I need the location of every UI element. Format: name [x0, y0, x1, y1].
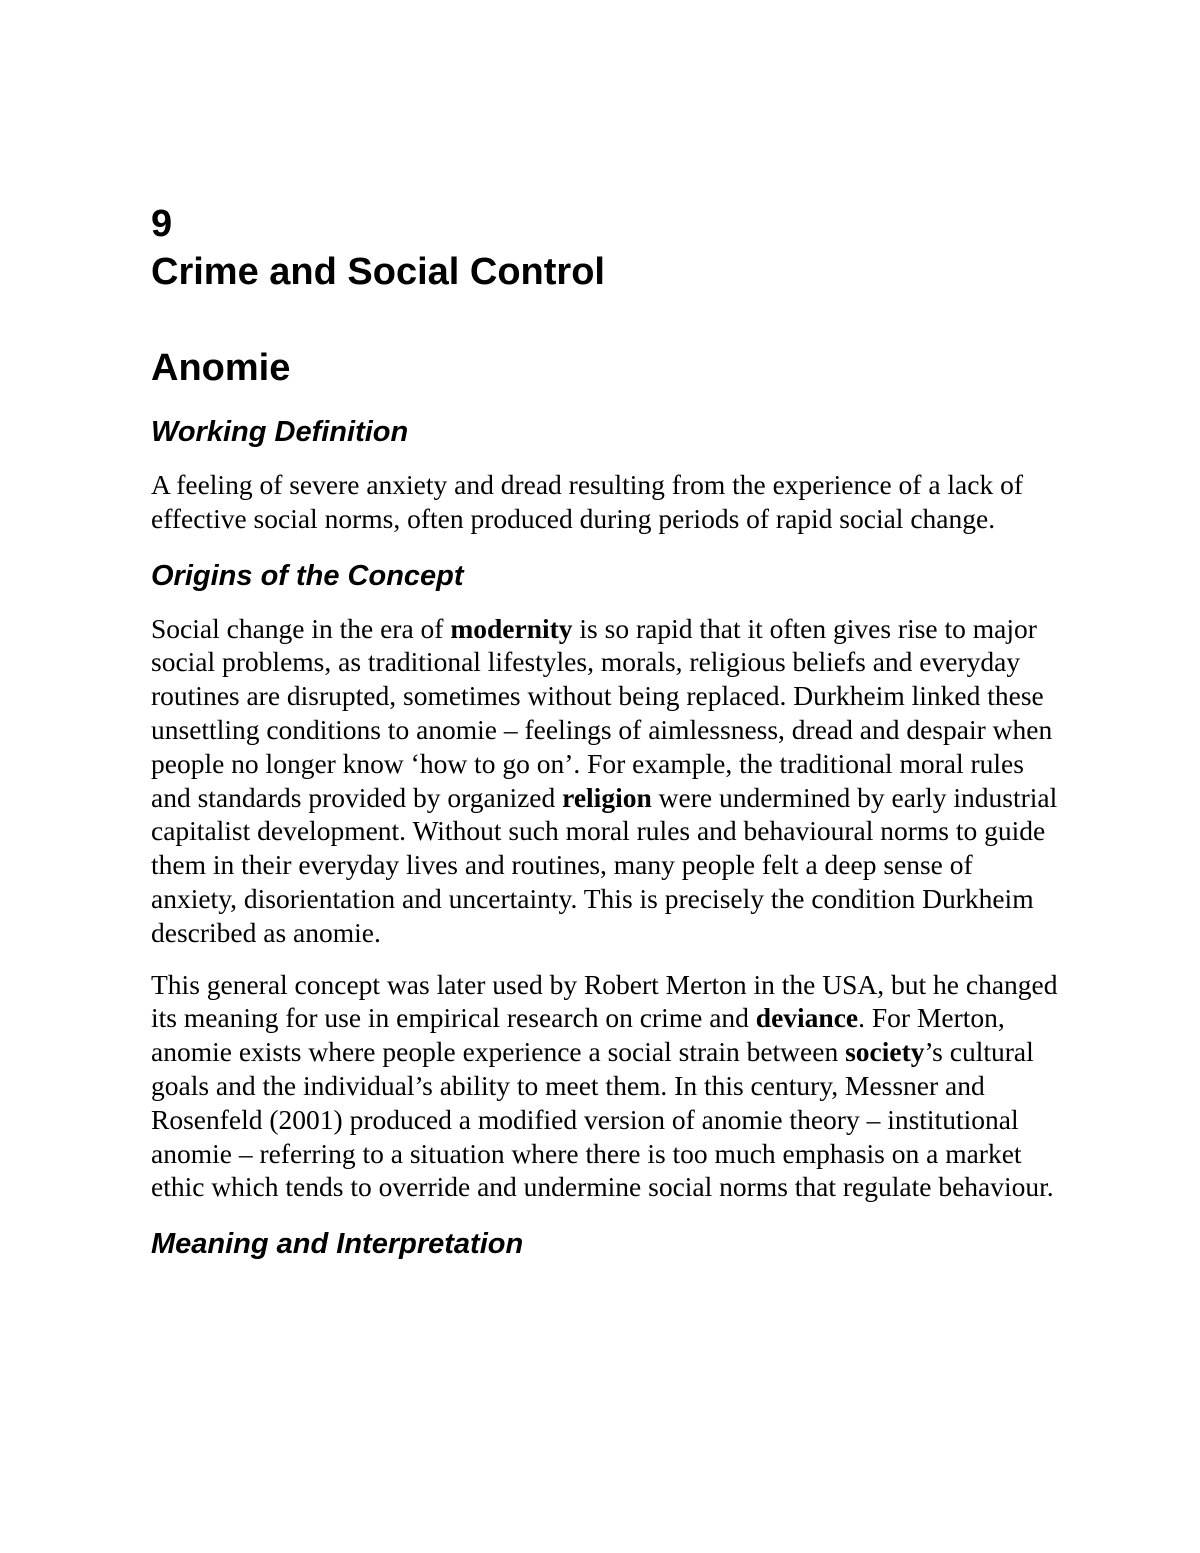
key-term-society: society [845, 1036, 925, 1068]
origins-paragraph-1 [151, 612, 1061, 950]
working-definition-text: A feeling of severe anxiety and dread resulting from the experience of a lack of effective social norms, often produced during periods of rapid social change. [151, 469, 1023, 534]
origins-paragraph-2 [151, 968, 1061, 1205]
key-term-deviance: deviance [755, 1002, 859, 1034]
text-run: . For Merton, anomie exists where people experience a social strain between [151, 1002, 1005, 1068]
document-page [151, 200, 1061, 1280]
text-run: This general concept was later used by Robert Merton in the USA, but he changed its meaning for use in empirical research on crime and [151, 968, 1058, 1034]
section-title: Anomie [151, 347, 291, 389]
key-term-modernity: modernity [450, 612, 573, 644]
chapter-number: 9 [151, 203, 173, 245]
text-run: is so rapid that it often gives rise to major social problems, as traditional lifestyles, morals, religious beliefs and everyday routines are disrupted, sometimes without being replaced. Durkheim linked these unsettling conditions to anomie – feelings of aimlessness, dread and despair when people no longer know ‘how to go on’. For example, the traditional moral rules and standards provided by organized [151, 612, 1053, 813]
meaning-heading: Meaning and Interpretation [151, 1228, 524, 1261]
text-run: were undermined by early industrial capitalist development. Without such moral rules and behavioural norms to guide them in their everyday lives and routines, many people felt a deep sense of anxiety, disorientation and uncertainty. This is precisely the condition Durkheim described as anomie. [151, 781, 1058, 948]
origins-heading: Origins of the Concept [151, 559, 464, 592]
key-term-religion: religion [562, 781, 652, 813]
text-run: Social change in the era of [151, 612, 451, 644]
working-definition-heading: Working Definition [151, 416, 409, 448]
chapter-title: Crime and Social Control [151, 251, 605, 293]
text-run: ’s cultural goals and the individual’s ability to meet them. In this century, Messner and Rosenfeld (2001) produced a modified version of anomie theory – institutional anomie – referring to a situation where there is too much emphasis on a market ethic which tends to override and undermine social norms that regulate behaviour. [151, 1036, 1054, 1203]
